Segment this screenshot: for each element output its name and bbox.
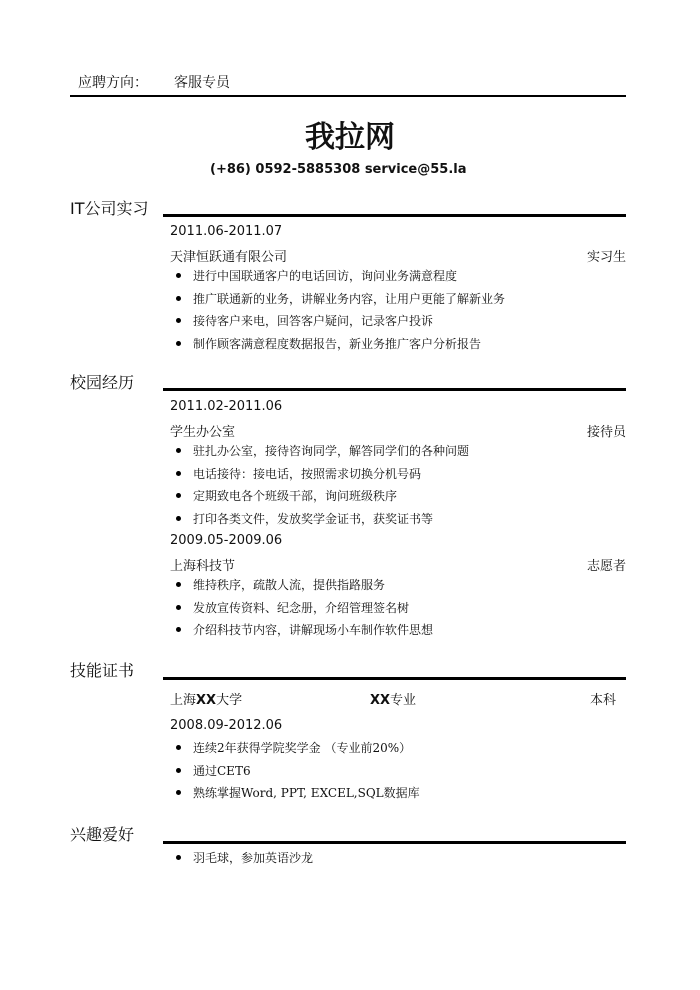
bullet-icon xyxy=(176,768,181,773)
list-item: 通过CET6 xyxy=(170,760,420,783)
entry-date: 2009.05-2009.06 xyxy=(170,533,283,548)
list-item: 驻扎办公室，接待咨询同学，解答同学们的各种问题 xyxy=(170,440,469,463)
list-item: 羽毛球，参加英语沙龙 xyxy=(170,847,313,870)
entry-role: 志愿者 xyxy=(586,559,626,574)
bullet-icon xyxy=(176,493,181,498)
list-item: 推广联通新的业务，讲解业务内容，让用户更能了解新业务 xyxy=(170,288,505,311)
bullet-icon xyxy=(176,273,181,278)
bullet-icon xyxy=(176,855,181,860)
bullet-list xyxy=(170,440,469,530)
bullet-icon xyxy=(176,318,181,323)
education-degree: 本科 xyxy=(589,693,616,708)
contact-info: (+86) 0592-5885308 service@55.la xyxy=(210,162,467,177)
top-divider xyxy=(70,95,626,97)
list-item: 介绍科技节内容，讲解现场小车制作软件思想 xyxy=(170,619,433,642)
list-item: 维持秩序，疏散人流，提供指路服务 xyxy=(170,574,433,597)
position-label: 应聘方向： xyxy=(78,75,148,91)
bullet-icon xyxy=(176,296,181,301)
bullet-icon xyxy=(176,448,181,453)
section-divider-hobbies xyxy=(163,841,626,844)
bullet-icon xyxy=(176,790,181,795)
education-major: XX专业 xyxy=(370,693,417,708)
list-item: 熟练掌握Word, PPT, EXCEL,SQL数据库 xyxy=(170,782,420,805)
bullet-icon xyxy=(176,605,181,610)
entry-date: 2011.06-2011.07 xyxy=(170,224,283,239)
list-item: 打印各类文件，发放奖学金证书，获奖证书等 xyxy=(170,508,469,531)
bullet-icon xyxy=(176,341,181,346)
list-item: 电话接待：接电话，按照需求切换分机号码 xyxy=(170,463,469,486)
list-item: 连续2年获得学院奖学金 （专业前20%） xyxy=(170,737,420,760)
bullet-list xyxy=(170,574,433,642)
bullet-icon xyxy=(176,582,181,587)
bullet-list xyxy=(170,265,505,355)
education-school: 上海XX大学 xyxy=(170,693,243,708)
bullet-list xyxy=(170,737,420,805)
entry-organization: 天津恒跃通有限公司 xyxy=(170,250,288,265)
entry-organization: 上海科技节 xyxy=(170,559,236,574)
list-item: 制作顾客满意程度数据报告，新业务推广客户分析报告 xyxy=(170,333,505,356)
section-title-internship: IT公司实习 xyxy=(70,199,149,218)
bullet-list xyxy=(170,847,313,870)
entry-date: 2011.02-2011.06 xyxy=(170,399,283,414)
education-date: 2008.09-2012.06 xyxy=(170,718,283,733)
entry-organization: 学生办公室 xyxy=(170,425,236,440)
bullet-icon xyxy=(176,471,181,476)
list-item: 进行中国联通客户的电话回访，询问业务满意程度 xyxy=(170,265,505,288)
bullet-icon xyxy=(176,745,181,750)
bullet-icon xyxy=(176,516,181,521)
position-row xyxy=(78,72,230,92)
entry-role: 实习生 xyxy=(586,250,626,265)
section-title-hobbies: 兴趣爱好 xyxy=(70,825,135,844)
position-value: 客服专员 xyxy=(174,75,230,91)
list-item: 接待客户来电，回答客户疑问，记录客户投诉 xyxy=(170,310,505,333)
bullet-icon xyxy=(176,627,181,632)
section-divider-skills xyxy=(163,677,626,680)
list-item: 发放宣传资料、纪念册，介绍管理签名树 xyxy=(170,597,433,620)
entry-role: 接待员 xyxy=(586,425,626,440)
section-title-skills: 技能证书 xyxy=(70,661,135,680)
section-divider-campus xyxy=(163,388,626,391)
applicant-name: 我拉网 xyxy=(305,120,395,155)
section-divider-internship xyxy=(163,214,626,217)
section-title-campus: 校园经历 xyxy=(70,373,135,392)
list-item: 定期致电各个班级干部，询问班级秩序 xyxy=(170,485,469,508)
